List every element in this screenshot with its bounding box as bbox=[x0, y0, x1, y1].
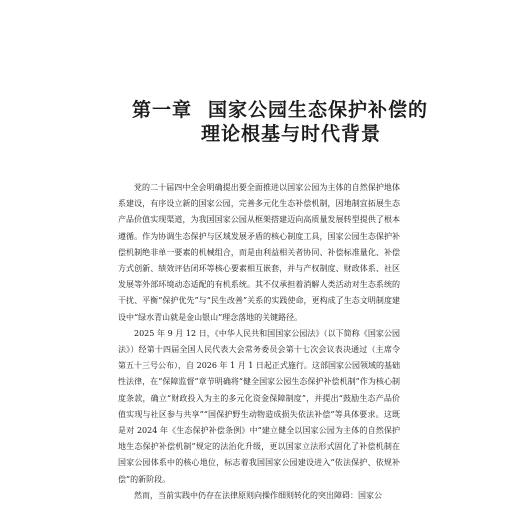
chapter-heading bbox=[132, 98, 432, 146]
chapter-number: 第一章 bbox=[132, 99, 193, 121]
paragraph-2: 2025 年 9 月 12 日，《中华人民共和国国家公园法》（以下简称《国家公园法》）经第十四届全国人民代表大会常务委员会第十七次会议表决通过（主席令第五十三号公布），自 2026 年 1 月 1 日起正式施行。这部国家公园领域的基础性法律，在“保障监督”章节明确将“健全国家公园生态保护补偿机制”作为核心制度条款，确立“财政投入为主的多元化资金保障制度”，并提出“鼓励生态产品价值实现与社区参与共享”“国保护野生动物造成损失依法补偿”等具体要求。这既是对 2024 年《生态保护补偿条例》中“建立健全以国家公园为主体的自然保护地生态保护补偿机制”规定的法治化升级，更以国家立法形式固化了补偿机制在国家公园体系中的核心地位，标志着我国国家公园建设进入“依法保护、依规补偿”的新阶段。 bbox=[118, 328, 400, 484]
chapter-title-line-2: 理论根基与时代背景 bbox=[201, 123, 382, 145]
chapter-title-line-1 bbox=[132, 98, 432, 122]
paragraph-3: 然而，当前实践中仍存在法律原则向操作细则转化的突出障碍：国家公 bbox=[134, 490, 382, 500]
chapter-title-part-1: 国家公园生态保护补偿的 bbox=[208, 99, 429, 121]
body-text bbox=[118, 180, 400, 504]
paragraph-1: 党的二十届四中全会明确提出要全面推进以国家公园为主体的自然保护地体系建设，有序设立新的国家公园，完善多元化生态补偿机制，因地制宜拓展生态产品价值实现渠道，为我国国家公园从框架搭建迈向高质量发展转型提供了根本遵循。作为协调生态保护与区域发展矛盾的核心制度工具，国家公园生态保护补偿机制绝非单一要素的机械组合，而是由利益相关者协同、补偿标准量化、补偿方式创新、绩效评估闭环等核心要素相互嵌套，并与产权制度、财政体系、社区发展等外部环境动态适配的有机系统。其不仅承担着消解人类活动对生态系统的干扰、平衡“保护优先”与“民生改善”关系的实践使命，更构成了生态文明制度建设中“绿水青山就是金山银山”理念落地的关键路径。 bbox=[118, 183, 400, 322]
